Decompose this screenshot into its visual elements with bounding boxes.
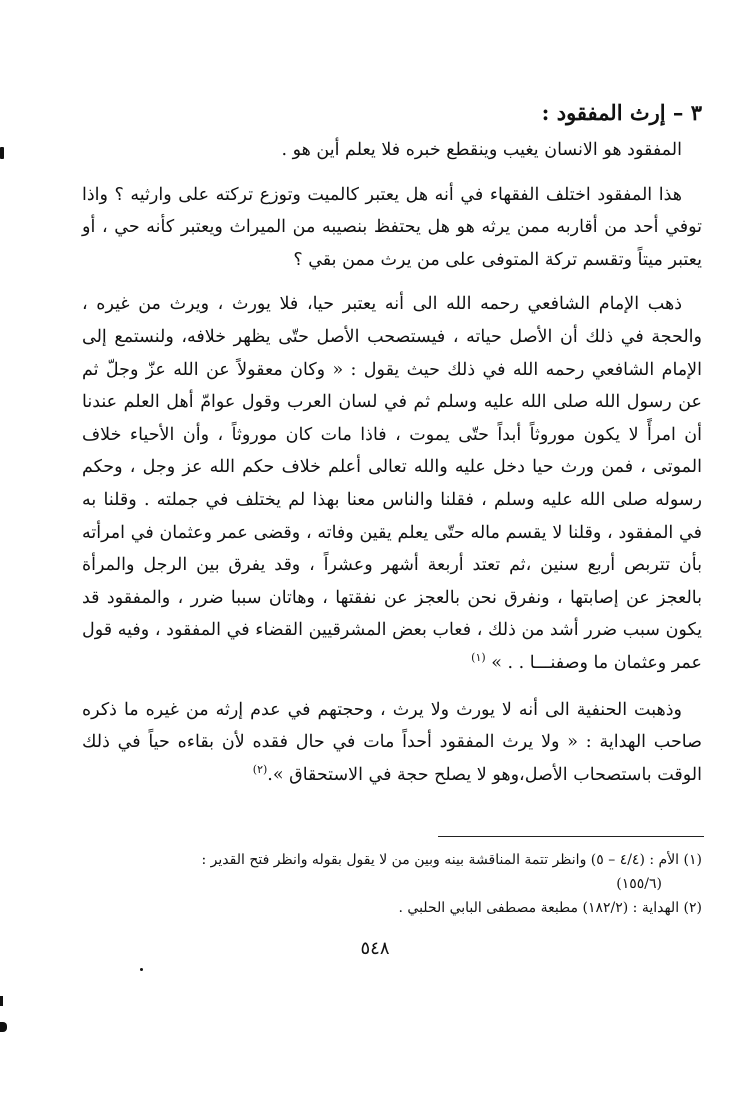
footnote-1-continued: (١٥٥/٦) [616,876,662,892]
footnote-2: (٢) الهداية : (١٨٢/٢) مطبعة مصطفى البابي الحلبي . [398,900,702,916]
scan-dot [140,968,143,971]
shafii-paragraph [82,288,702,679]
section-heading: ٣ – إرث المفقود : [541,100,702,125]
footnote-ref-1: (١) [471,651,486,665]
page-body [82,96,702,791]
definition-paragraph: المفقود هو الانسان يغيب وينقطع خبره فلا يعلم أين هو . [281,140,682,160]
shafii-text: ذهب الإمام الشافعي رحمه الله الى أنه يعتبر حيا، فلا يورث ، ويرث من غيره ، والحجة في ذلك أن الأصل حياته ، فيستصحب الأصل حتّى يظهر خلافه، ولنستمع إلى الإمام الشافعي رحمه الله في ذلك حيث يقول : « وكان معقولاً عن الله عزّ وجلّ ثم عن رسول الله صلى الله عليه وسلم ثم في لسان العرب وقول عوامّ أهل العلم عندنا أن امرأً لا يكون موروثاً أبداً حتّى يموت ، فاذا مات كان موروثاً ، وأن الأحياء خلاف الموتى ، فمن ورث حيا دخل عليه والله تعالى أعلم خلاف حكم الله عز وجل ، وحكم رسوله صلى الله عليه وسلم ، فقلنا والناس معنا بهذا لم يختلف في جملته . وقلنا به في المفقود ، وقلنا لا يقسم ماله حتّى يعلم يقين وفاته ، وقضى عمر وعثمان في امرأته بأن تتربص أربع سنين ،ثم تعتد أربعة أشهر وعشراً ، وقد يفرق بين الرجل والمرأة بالعجز عن إصابتها ، ونفرق نحن بالعجز عن نفقتها ، وهاتان سببا ضرر ، والمفقود قد يكون سبب ضرر أشد من ذلك ، فعاب بعض المشرقيين القضاء في المفقود ، وفيه قول عمر وعثمان ما وصفنـــا . . » [82,294,702,673]
footnote-separator [438,836,704,837]
footnotes [82,848,702,920]
footnote-1: (١) الأم : (٤/٤ – ٥) وانظر تتمة المناقشة بينه وبين من لا يقول بقوله وانظر فتح القدير : [201,852,702,868]
page-number: ٥٤٨ [360,938,390,959]
hanafi-text: وذهبت الحنفية الى أنه لا يورث ولا يرث ، وحجتهم في عدم إرثه من غيره ما ذكره صاحب الهداية : « ولا يرث المفقود أحداً مات في حال فقده لأن بقاءه حياً في ذلك الوقت باستصحاب الأصل،وهو لا يصلح حجة في الاستحقاق ». [82,699,702,785]
question-paragraph: هذا المفقود اختلف الفقهاء في أنه هل يعتبر كالميت وتوزع تركته على وارثيه ؟ واذا توفي أحد من أقاربه ممن يرثه هو هل يحتفظ بنصيبه من الميراث ويعتبر كأنه حي ، أو يعتبر ميتاً وتقسم تركة المتوفى على من يرث ممن بقي ؟ [82,184,702,270]
hanafi-paragraph [82,694,702,792]
scan-margin-mark [0,1022,7,1032]
scan-margin-mark [0,996,3,1006]
footnote-ref-2: (٢) [252,762,268,776]
scan-margin-mark [0,147,4,159]
